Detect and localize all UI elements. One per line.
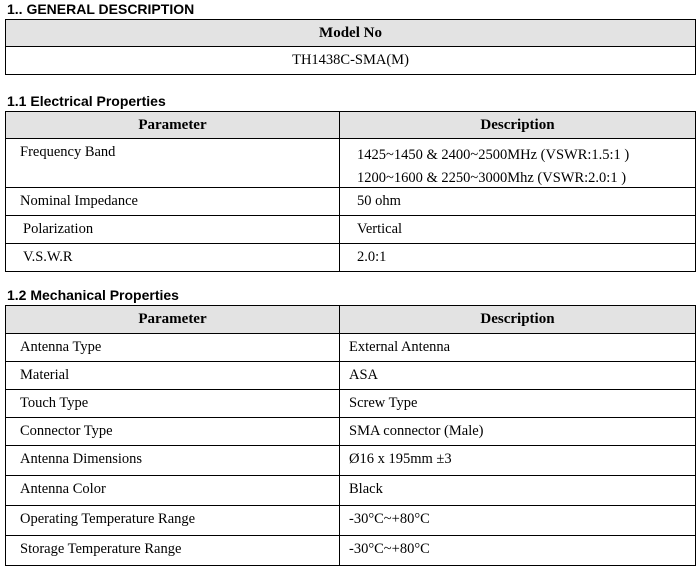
mechanical-param-cell: Antenna Color [6,476,340,506]
mechanical-param-cell: Touch Type [6,390,340,418]
mechanical-desc-cell: External Antenna [340,334,696,362]
mechanical-param-cell: Operating Temperature Range [6,506,340,536]
mechanical-desc-cell: Ø16 x 195mm ±3 [340,446,696,476]
mechanical-desc-cell: Black [340,476,696,506]
table-row [6,418,696,446]
electrical-param-cell: Frequency Band [6,139,340,188]
table-row [6,506,696,536]
table-row [6,362,696,390]
mechanical-param-cell: Connector Type [6,418,340,446]
mechanical-table [5,305,696,566]
electrical-param-cell: Nominal Impedance [6,188,340,216]
frequency-line-1: 1425~1450 & 2400~2500MHz (VSWR:1.5:1 ) [357,147,630,163]
mechanical-properties-heading: 1.2 Mechanical Properties [7,287,179,303]
electrical-param-cell: Polarization [6,216,340,244]
electrical-table [5,111,696,272]
table-row [6,244,696,272]
mechanical-desc-cell: -30°C~+80°C [340,506,696,536]
mechanical-param-cell: Antenna Type [6,334,340,362]
electrical-desc-cell [340,139,696,188]
electrical-param-cell: V.S.W.R [6,244,340,272]
mechanical-param-cell: Material [6,362,340,390]
electrical-description-header: Description [340,112,696,139]
table-row [6,334,696,362]
table-row [6,476,696,506]
electrical-desc-cell: Vertical [340,216,696,244]
table-row [6,446,696,476]
frequency-line-2: 1200~1600 & 2250~3000Mhz (VSWR:2.0:1 ) [357,170,627,186]
mechanical-parameter-header: Parameter [6,306,340,334]
table-row [6,390,696,418]
mechanical-desc-cell: ASA [340,362,696,390]
electrical-desc-cell: 50 ohm [340,188,696,216]
electrical-properties-heading: 1.1 Electrical Properties [7,93,166,109]
mechanical-desc-cell: -30°C~+80°C [340,536,696,566]
electrical-desc-cell: 2.0:1 [340,244,696,272]
mechanical-desc-cell: SMA connector (Male) [340,418,696,446]
electrical-parameter-header: Parameter [6,112,340,139]
table-row [6,216,696,244]
model-no-value: TH1438C-SMA(M) [6,47,696,75]
table-row [6,188,696,216]
table-row [6,536,696,566]
general-description-heading: 1.. GENERAL DESCRIPTION [7,1,195,17]
mechanical-desc-cell: Screw Type [340,390,696,418]
table-row [6,139,696,188]
model-no-header: Model No [6,20,696,47]
mechanical-param-cell: Antenna Dimensions [6,446,340,476]
mechanical-description-header: Description [340,306,696,334]
model-table [5,19,696,75]
mechanical-param-cell: Storage Temperature Range [6,536,340,566]
